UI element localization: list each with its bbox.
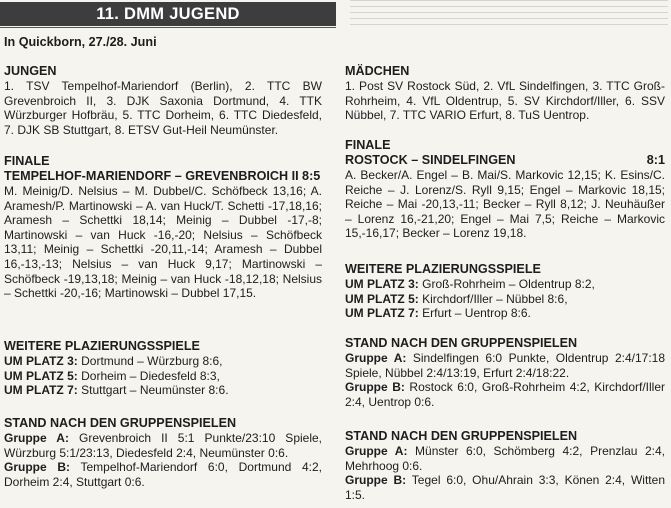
finale-match: TEMPELHOF-MARIENDORF – GREVENBROICH II 8:5 [4, 169, 321, 183]
placement-label: UM PLATZ 5: [4, 368, 78, 383]
group-text: Sindelfingen 6:0 Punkte, Oldentrup 2:4/17:18 Spiele, Nübbel 2:4/13:19, Erfurt 2:4/18:22. [345, 351, 665, 380]
group-row [345, 473, 665, 502]
placement-label: UM PLATZ 7: [345, 306, 419, 321]
jungen-section [4, 64, 322, 137]
jungen-heading: JUNGEN [4, 64, 57, 78]
finale-match: ROSTOCK – SINDELFINGEN [345, 153, 516, 167]
group-row [4, 431, 322, 460]
group-label: Gruppe A: [345, 444, 408, 458]
placement-text: Kirchdorf/Iller – Nübbel 8:6, [418, 291, 568, 306]
group-text: Tegel 6:0, Ohu/Ahrain 3:3, Könen 2:4, Witten 1:5. [345, 473, 665, 502]
finale-match-row [345, 153, 665, 168]
standings-heading: STAND NACH DEN GRUPPENSPIELEN [345, 429, 578, 443]
maedchen-heading: MÄDCHEN [345, 64, 410, 78]
jungen-group-standings [4, 416, 322, 489]
group-row [345, 380, 665, 409]
maedchen-section [345, 64, 665, 123]
finale-results: A. Becker/A. Engel – B. Mai/S. Markovic 12,15; K. Esins/C. Reiche – J. Lorenz/S. Ryll 9,15; Engel – Markovic 18,15; Reiche – Mai -20,13,-11; Becker – Ryll 8,12; J. Neuhäußer – Lorenz 16,-21,20; Engel – Mai 7,5; Reiche – Markovic 15,-16,17; Becker – Lorenz 19,18. [345, 168, 665, 241]
standings-heading: STAND NACH DEN GRUPPENSPIELEN [4, 416, 237, 430]
finale-heading: FINALE [4, 154, 50, 168]
maedchen-placement-section [345, 262, 665, 321]
group-label: Gruppe A: [345, 351, 407, 365]
placement-label: UM PLATZ 3: [4, 354, 78, 368]
bleed-through-text [350, 0, 668, 30]
event-location-date: In Quickborn, 27./28. Juni [4, 35, 157, 49]
additional-group-standings [345, 429, 665, 502]
group-label: Gruppe B: [345, 380, 405, 395]
placement-label: UM PLATZ 7: [4, 383, 78, 398]
maedchen-ranking: 1. Post SV Rostock Süd, 2. VfL Sindelfingen, 3. TTC Groß-Rohrheim, 4. VfL Oldentrup, 5. SV Kirchdorf/Iller, 6. SSV Nübbel, 7. TTC VARIO Erfurt, 8. TuS Uentrop. [345, 79, 665, 123]
placement-row [345, 292, 665, 307]
placement-row [345, 277, 665, 292]
maedchen-finale-section [345, 138, 665, 241]
group-text: Tempelhof-Mariendorf 6:0, Dortmund 4:2, Dorheim 2:4, Stuttgart 0:6. [4, 460, 323, 489]
placement-row [4, 369, 322, 384]
group-row [4, 460, 322, 489]
maedchen-group-standings [345, 336, 665, 409]
banner-rule [0, 27, 336, 28]
group-label: Gruppe B: [345, 473, 407, 488]
group-text: Münster 6:0, Schömberg 4:2, Prenzlau 2:4, Mehrhoog 0:6. [345, 444, 666, 473]
jungen-finale-section [4, 154, 322, 301]
placement-row [345, 306, 665, 321]
placement-heading: WEITERE PLAZIERUNGSSPIELE [4, 339, 200, 353]
standings-heading: STAND NACH DEN GRUPPENSPIELEN [345, 336, 578, 350]
group-row [345, 444, 665, 473]
finale-results: M. Meinig/D. Nelsius – M. Dubbel/C. Schöfbeck 13,16; A. Aramesh/P. Martinowski – A. van Huck/T. Schetti -17,18,16; Aramesh – Schettki 18,14; Meinig – Dubbel -17,-8; Martinowski – van Huck -16,-20; Nelsius – Schöfbeck 13,11; Meinig – Schettki -20,11,-14; Aramesh – Dubbel 16,-13,-13; Nelsius – van Huck 9,17; Martinowski – Schöfbeck -19,13,18; Meinig – van Huck -18,12,18; Nelsius – Schettki -20,-16; Martinowski – Dubbel 17,15. [4, 184, 322, 301]
placement-label: UM PLATZ 5: [345, 291, 419, 306]
jungen-ranking: 1. TSV Tempelhof-Mariendorf (Berlin), 2. TTC BW Grevenbroich II, 3. DJK Saxonia Dortmund, 4. TTK Würzburger Hofbräu, 5. TTC Dorheim, 6. TTC Diedesfeld, 7. DJK SB Stuttgart, 8. ETSV Gut-Heil Neumünster. [4, 79, 322, 137]
finale-score: 8:1 [646, 153, 665, 167]
jungen-placement-section [4, 339, 322, 398]
finale-heading: FINALE [345, 138, 391, 152]
placement-text: Dortmund – Würzburg 8:6, [77, 354, 223, 368]
placement-text: Dorheim – Diedesfeld 8:3, [77, 368, 220, 383]
placement-text: Erfurt – Uentrop 8:6. [418, 306, 531, 321]
group-text: Rostock 6:0, Groß-Rohrheim 4:2, Kirchdorf/Iller 2:4, Uentrop 0:6. [345, 380, 665, 409]
placement-row [4, 354, 322, 369]
group-label: Gruppe B: [4, 460, 71, 475]
placement-label: UM PLATZ 3: [345, 277, 419, 291]
group-row [345, 351, 665, 380]
placement-heading: WEITERE PLAZIERUNGSSPIELE [345, 262, 541, 276]
section-banner: 11. DMM JUGEND [0, 2, 336, 26]
placement-text: Stuttgart – Neumünster 8:6. [77, 383, 229, 398]
placement-row [4, 383, 322, 398]
group-text: Grevenbroich II 5:1 Punkte/23:10 Spiele, Würzburg 5:1/23:13, Diedesfeld 2:4, Neumünster 0:6. [4, 431, 322, 460]
placement-text: Groß-Rohrheim – Oldentrup 8:2, [418, 277, 595, 291]
group-label: Gruppe A: [4, 431, 69, 445]
